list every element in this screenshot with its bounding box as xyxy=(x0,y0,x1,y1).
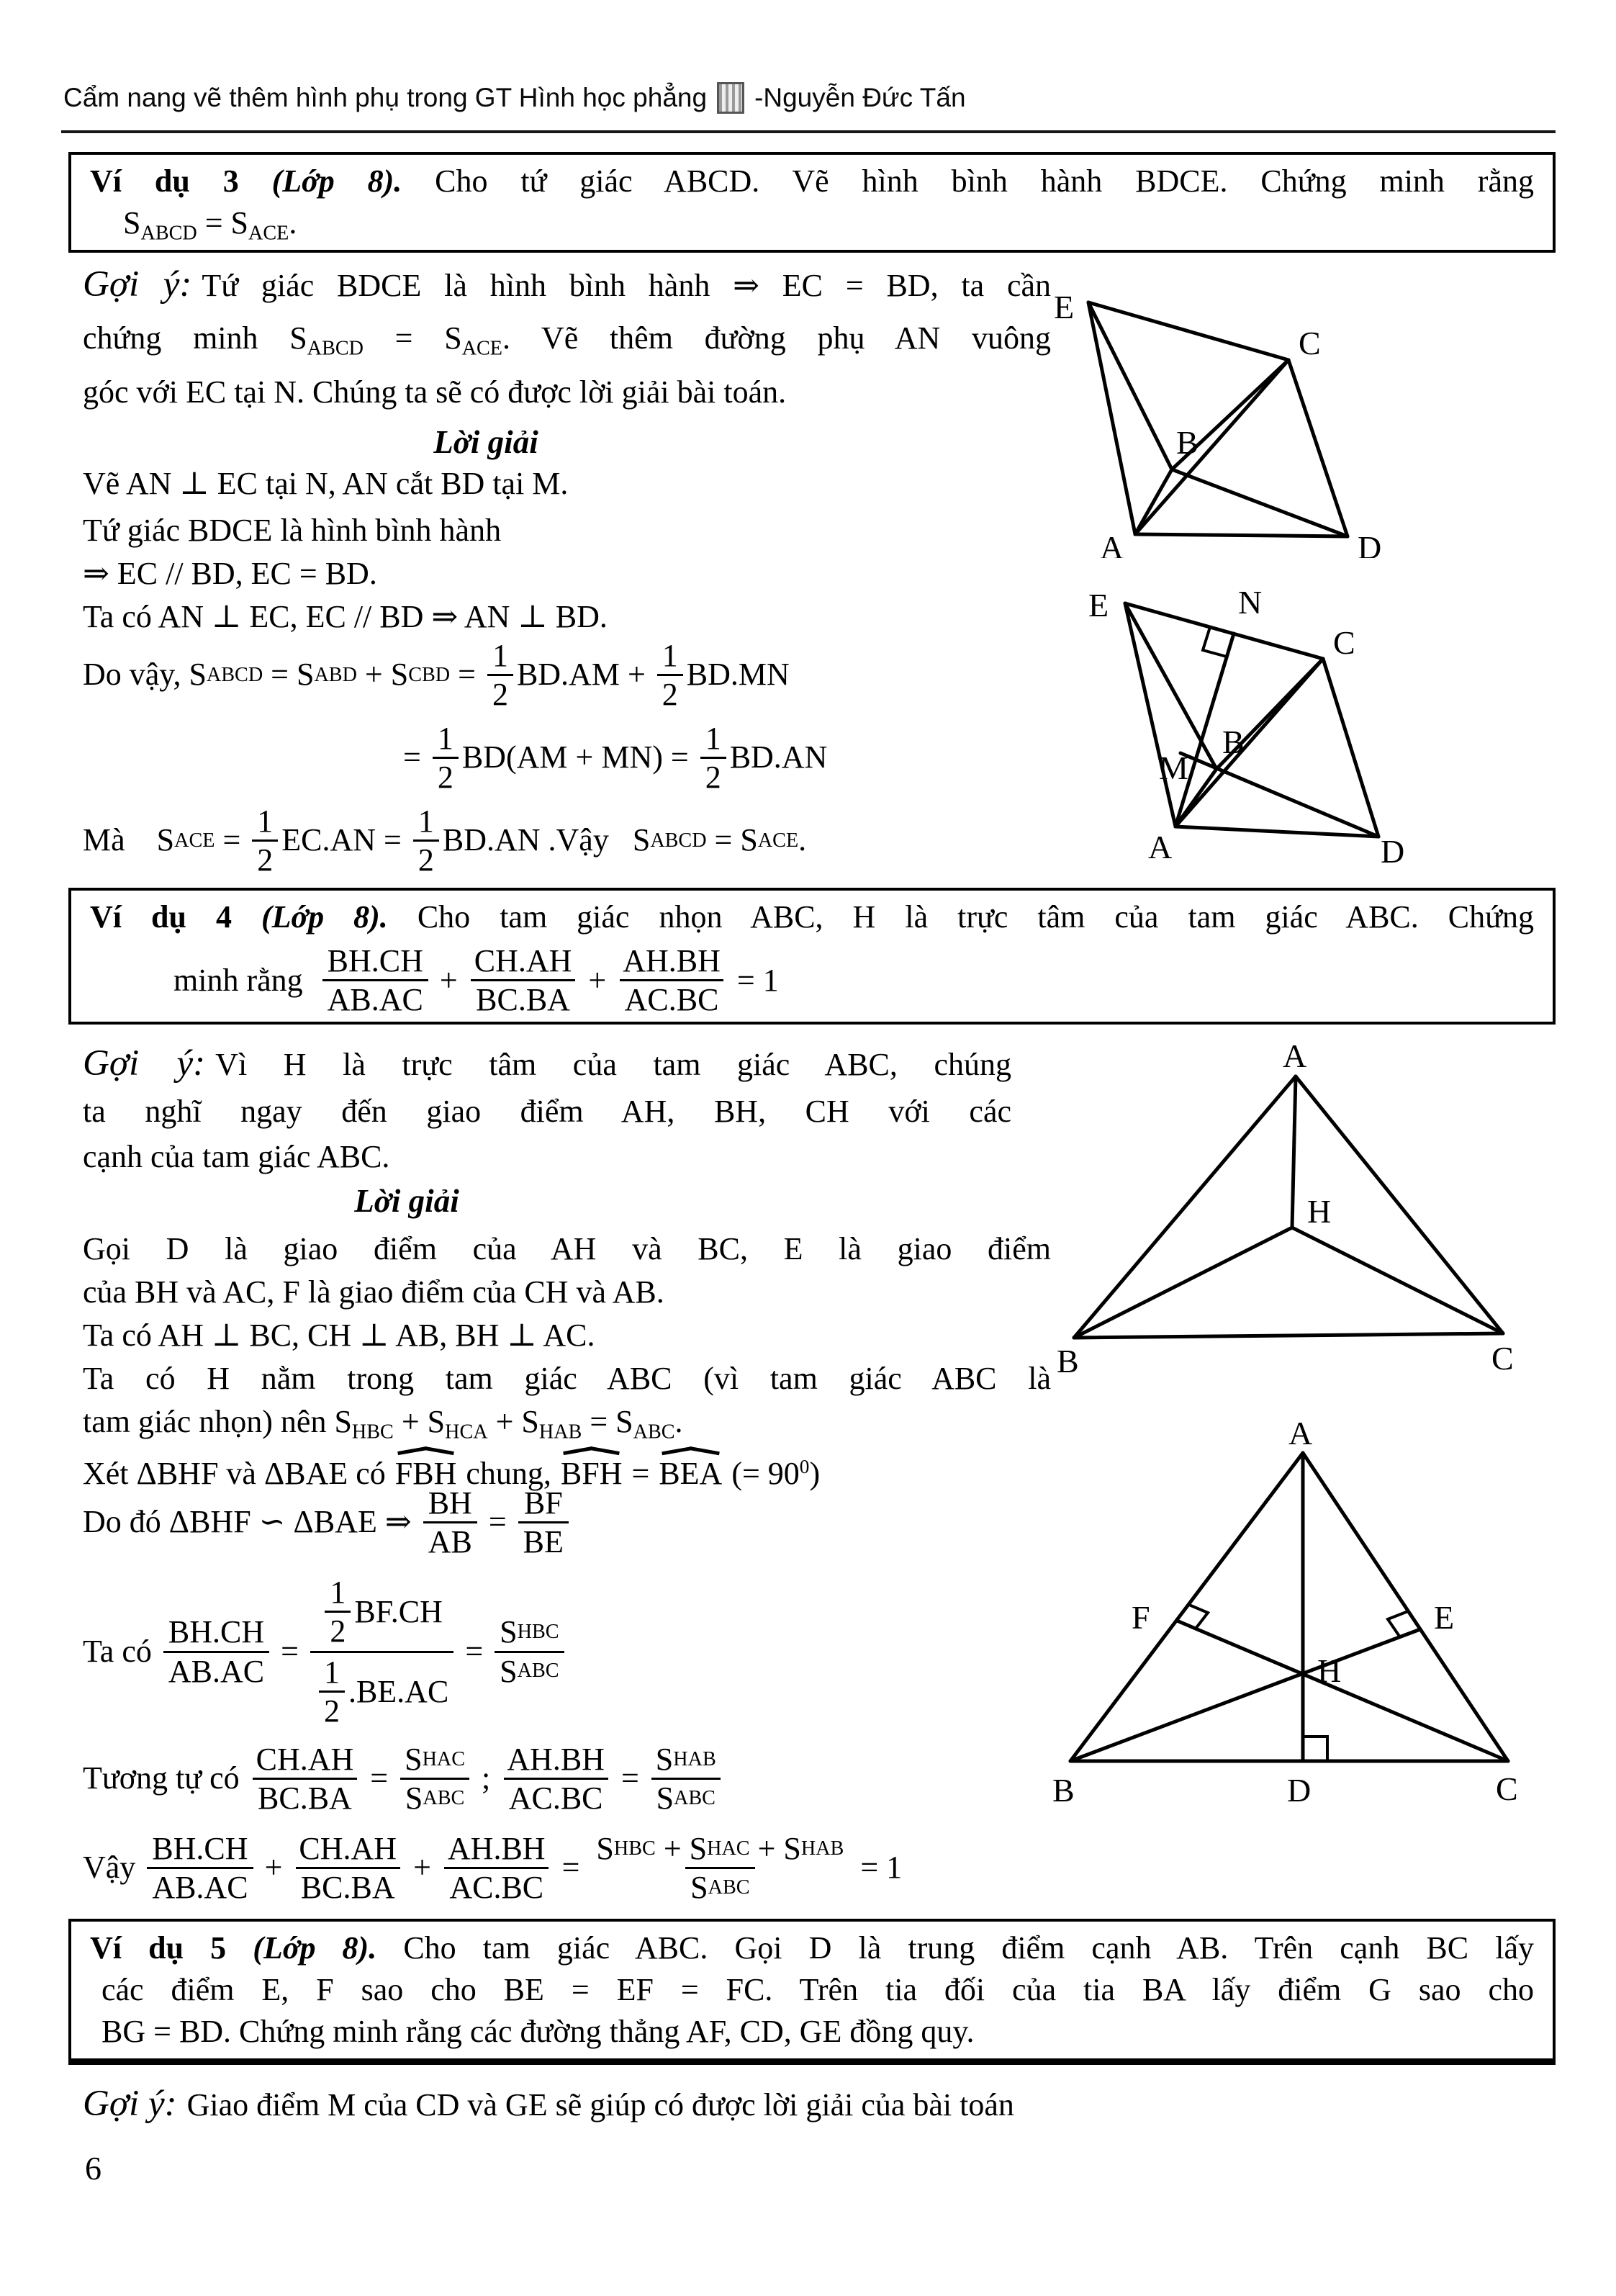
right-angle-mark-F xyxy=(1189,1605,1208,1629)
example3-grade: (Lớp 8). xyxy=(271,163,402,199)
hint4-line3: cạnh của tam giác ABC. xyxy=(83,1139,390,1174)
point-label-C: C xyxy=(1496,1770,1518,1807)
point-label-B: B xyxy=(1176,424,1199,461)
point-label-N: N xyxy=(1238,584,1263,621)
hint3-line1 xyxy=(83,264,1051,307)
hint5-text: Giao điểm M của CD và GE sẽ giúp có được lời giải của bài toán xyxy=(186,2087,1014,2122)
point-label-B: B xyxy=(1057,1343,1079,1379)
example5-statement-line1 xyxy=(90,1927,1534,1969)
point-label-A: A xyxy=(1288,1415,1313,1451)
diagram-quadrilateral-abcd-bdce xyxy=(1051,284,1454,558)
diagram-triangle-abc-h xyxy=(1044,1040,1526,1386)
solution3-line3: ⇒ EC // BD, EC = BD. xyxy=(83,556,377,591)
example4-text: Cho tam giác nhọn ABC, H là trực tâm của tam giác ABC. Chứng xyxy=(387,899,1534,935)
point-label-A: A xyxy=(1100,529,1124,558)
example3-title: Ví dụ 3 xyxy=(90,163,272,199)
solution4-line4: Ta có H nằm trong tam giác ABC (vì tam giác ABC là xyxy=(83,1361,1051,1396)
book-icon xyxy=(717,82,744,114)
example5-title: Ví dụ 5 xyxy=(90,1930,253,1966)
point-label-B: B xyxy=(1222,724,1245,760)
example5-statement-line2: các điểm E, F sao cho BE = EF = FC. Trên tia đối của tia BA lấy điểm G sao cho xyxy=(101,1972,1534,2007)
hint4-line1 xyxy=(83,1043,1011,1086)
page-header xyxy=(63,82,966,114)
example5-grade: (Lớp 8). xyxy=(253,1930,377,1966)
example3-statement-line1 xyxy=(90,161,1534,202)
solution4-equation4: Vậy $\frac{BH.CH}{AB.AC}$ + $\frac{CH.AH}{BC.BA}$ + $\frac{AH.BH}{AC.BC}$ = S HBC + S HAC + S HAB S ABC = 1 xyxy=(83,1831,903,1906)
point-label-E: E xyxy=(1054,289,1075,325)
point-label-D: D xyxy=(1358,529,1382,558)
diagram-triangle-abc-altitudes xyxy=(1044,1404,1533,1807)
solution4-line6: Xét ΔBHF và ΔBAE có FBH chung, BFH = BEA (= $90^0$) xyxy=(83,1449,1051,1495)
point-label-B: B xyxy=(1052,1772,1075,1807)
example4-statement-line1 xyxy=(90,896,1534,938)
solution3-equation1: Do vậy, S ABCD = S ABD + S CBD = $\frac{1}{2}$ BD.AM + $\frac{1}{2}$ BD.MN xyxy=(83,638,790,713)
point-label-E: E xyxy=(1434,1599,1455,1636)
solution4-line2: của BH và AC, F là giao điểm của CH và AB. xyxy=(83,1274,664,1310)
header-title: Cẩm nang vẽ thêm hình phụ trong GT Hình học phẳng xyxy=(63,83,708,112)
solution3-equation2: = $\frac{1}{2}$ BD(AM + MN) = $\frac{1}{2}$ BD.AN xyxy=(403,721,828,796)
header-rule xyxy=(61,130,1556,133)
solution4-line3: Ta có AH ⊥ BC, CH ⊥ AB, BH ⊥ AC. xyxy=(83,1318,595,1353)
example5-text: Cho tam giác ABC. Gọi D là trung điểm cạnh AB. Trên cạnh BC lấy xyxy=(376,1930,1534,1966)
example5-box xyxy=(68,1919,1556,2065)
page-number: 6 xyxy=(85,2150,101,2187)
hint-label: Gợi ý: xyxy=(83,2084,177,2124)
diagram3-edges xyxy=(1074,1076,1503,1338)
hint-label: Gợi ý: xyxy=(83,264,192,305)
example3-box xyxy=(68,152,1556,253)
header-author: -Nguyễn Đức Tấn xyxy=(754,83,966,112)
solution4-equation3: Tương tự có $\frac{CH.AH}{BC.BA}$ = S HAC S ABC ; $\frac{AH.BH}{AC.BC}$ = S HAB S ABC xyxy=(83,1741,725,1817)
example5-statement-line3: BG = BD. Chứng minh rằng các đường thẳng AF, CD, GE đồng quy. xyxy=(101,2014,975,2049)
hint4-text1: Vì H là trực tâm của tam giác ABC, chúng xyxy=(215,1047,1012,1082)
solution4-line1: Gọi D là giao điểm của AH và BC, E là giao điểm xyxy=(83,1231,1051,1266)
example3-text: Cho tứ giác ABCD. Vẽ hình bình hành BDCE. Chứng minh rằng xyxy=(402,163,1534,199)
solution4-equation1: Do đó ΔBHF ∽ ΔBAE ⇒ $\frac{BH}{AB}$ = $\frac{BF}{BE}$ xyxy=(83,1485,572,1561)
solution4-equation2: Ta có $\frac{BH.CH}{AB.AC}$ = $\frac{1}{2}$ BF.CH $\frac{1}{2}$ .BE.AC = S HBC S ABC xyxy=(83,1573,568,1730)
point-label-A: A xyxy=(1283,1040,1307,1074)
hint3-line3: góc với EC tại N. Chúng ta sẽ có được lời giải bài toán. xyxy=(83,374,787,410)
point-label-D: D xyxy=(1287,1772,1312,1807)
point-label-D: D xyxy=(1381,833,1405,870)
point-label-E: E xyxy=(1088,587,1109,623)
point-label-H: H xyxy=(1317,1652,1342,1689)
example4-equation: minh rằng $\frac{BH.CH}{AB.AC}$ + $\frac{CH.AH}{BC.BA}$ + $\frac{AH.BH}{AC.BC}$ = 1 xyxy=(173,943,779,1018)
hint5-line xyxy=(83,2083,1306,2126)
solution3-equation3: Mà S ACE = $\frac{1}{2}$ EC.AN = $\frac{1}{2}$ BD.AN .Vậy S ABCD = S ACE . xyxy=(83,803,807,878)
point-label-A: A xyxy=(1148,829,1173,865)
hint3-text1: Tứ giác BDCE là hình bình hành ⇒ EC = BD, ta cần xyxy=(202,268,1051,303)
diagram-abcd-with-an-perpendicular xyxy=(1058,576,1461,871)
example4-title: Ví dụ 4 xyxy=(90,899,261,935)
example3-statement-line2: $S_{ABCD} = S_{ACE}$. xyxy=(123,205,297,245)
solution4-heading: Lời giải xyxy=(354,1183,459,1219)
example4-box xyxy=(68,888,1556,1025)
point-label-H: H xyxy=(1307,1193,1332,1230)
right-angle-mark-D xyxy=(1303,1737,1327,1761)
hint3-line2: chứng minh $S_{ABCD} = S_{ACE}$. Vẽ thêm đường phụ AN vuông xyxy=(83,320,1052,360)
solution3-line4: Ta có AN ⊥ EC, EC // BD ⇒ AN ⊥ BD. xyxy=(83,599,608,634)
point-label-C: C xyxy=(1333,624,1355,661)
point-label-M: M xyxy=(1159,749,1188,786)
solution3-heading: Lời giải xyxy=(433,424,538,460)
solution3-line2: Tứ giác BDCE là hình bình hành xyxy=(83,513,502,548)
hint4-line2: ta nghĩ ngay đến giao điểm AH, BH, CH với các xyxy=(83,1094,1011,1129)
solution3-line1: Vẽ AN ⊥ EC tại N, AN cắt BD tại M. xyxy=(83,466,569,501)
point-label-C: C xyxy=(1491,1340,1514,1377)
point-label-F: F xyxy=(1132,1599,1150,1636)
example4-grade: (Lớp 8). xyxy=(261,899,388,935)
solution4-line5: tam giác nhọn) nên $S_{HBC} + S_{HCA} + S_{HAB} = S_{ABC}$. xyxy=(83,1404,683,1444)
point-label-C: C xyxy=(1299,325,1321,361)
hint-label: Gợi ý: xyxy=(83,1043,206,1084)
